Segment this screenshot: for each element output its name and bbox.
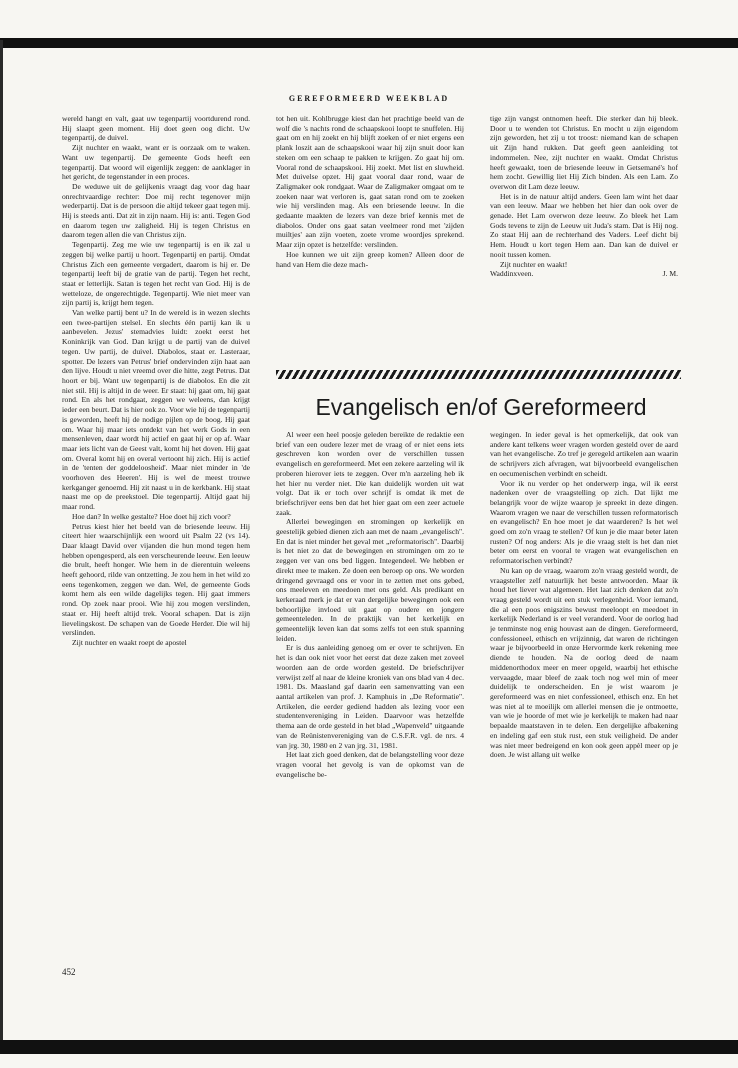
column-2 (276, 114, 464, 362)
article-title: Evangelisch en/of Gereformeerd (315, 394, 647, 420)
paragraph: Zijt nuchter en waakt roept de apostel (72, 637, 187, 647)
page-scan-edge-left (0, 40, 3, 1050)
paragraph: tige zijn vangst ontnomen heeft. Die sterker dan hij bleek. Door u te wenden tot Christus. En mocht u zijn eigendom zijn geworden, het zij u tot troost: niemand kan de schapen uit Zijn hand rukken. Dat geeft geen aanleiding tot indommelen. Nee, zijt nuchter en waakt. Omdat Christus heeft gewaakt, toen de briesende leeuw in Getsemané's hof hem zocht. Gewillig liet Hij Zich binden. Als een Lam. Zo overwon dit Lam deze leeuw. (490, 114, 678, 191)
paragraph: Zijt nuchter en waakt, want er is oorzaak om te waken. Want uw tegenpartij. De gemeente Gods heeft een tegenpartij. Dat woord wil eigenlijk zeggen: de aanklager in het gericht, de tegenstander in een proces. (62, 143, 250, 182)
page-number: 452 (62, 967, 76, 977)
running-header: GEREFORMEERD WEEKBLAD (288, 94, 450, 103)
paragraph: wegingen. In ieder geval is het opmerkelijk, dat ook van andere kant telkens weer vragen worden gesteld over de aard van het evangelische. Zo tref je geregeld artikelen aan waarin de schrijvers zich afvragen, wat bijvoorbeeld evangelischen en oecumenischen verbindt en scheidt. (490, 430, 678, 478)
signature-place: Waddinxveen. (490, 269, 534, 279)
paragraph: Petrus kiest hier het beeld van de briesende leeuw. Hij citeert hier waarschijnlijk een woord uit Psalm 22 (vs 14). Daar klaagt David over vijanden die hun mond tegen hem hebben opengesperd, als een verscheurende leeuw. Een leeuw die brult, heeft honger. Wie hem in de dierentuin weleens heeft gehoord, rilde van ontzetting. Je zou hem in het wild zo eens tegenkomen, zeggen we dan. Wel, de gemeente Gods komt hem als een wilde dagelijks tegen. Hij gaat immers rond. Op zoek naar prooi. Wie hij zou mogen verslinden, staat er. Hij heeft altijd trek. Vooral schapen. Dat is zijn lievelingskost. De schapen van de Goede Herder. Die wil hij verslinden. (62, 521, 250, 638)
column-5 (490, 430, 678, 960)
column-4 (276, 430, 464, 960)
author-initials: J. M. (662, 269, 678, 279)
column-1 (62, 114, 250, 960)
paragraph: Al weer een heel poosje geleden bereikte de redaktie een brief van een oudere lezer met de vraag of er niet eens iets geschreven kon worden over de verschillen tussen evangelisch en gereformeerd. Met een zekere aarzeling wil ik proberen hierover iets te zeggen. Over m'n aarzeling heb ik het hier nu verder niet. Die kan duidelijk worden uit wat volgt. Dat ik er toch over schrijf is omdat ik met de briefschrijver eens ben dat het hier gaat om een zeer actuele zaak. (276, 430, 464, 517)
paragraph: Van welke partij bent u? In de wereld is in wezen slechts een twee-partijen stelsel. En slechts één partij kan ik u aanbevelen. Jezus' stemadvies luidt: zoekt eerst het Koninkrijk van God. Dan krijgt u de partij van de duivel tegen. Uw partij, de duivel. Diabolos, staat er. Lasteraar, spotter. De lezers van Petrus' brief ondervinden zijn haat aan den lijve. Houdt u niet vreemd over die hitte, zegt Petrus. Dat hoort er bij. Want uw tegenpartij is de diabolos. En die zit niet stil. Hij is altijd in de weer. Er staat: hij gaat om, hij gaat rond. En als het rondgaat, zeggen we weleens, dan krijgt ieder een beurt. Dat is hier ook zo. Voor wie hij de tegenpartij is geworden, heeft hij de nodige pijlen op de boog. Hij gaat om. Waar hij maar iets ontdekt van het werk Gods in een mensenleven, daar wordt hij actief en gaat hij er op af. Waar maar iets licht van de Geest valt, komt hij het doven. Hij gaat om. Overal komt hij en overal vertoont hij zich. Hij is actief in de 'tenten der goddeloosheid'. Maar niet minder in 'de voorhoven des Heeren'. Hij is wel de meest trouwe kerkganger genoemd. Hij zit naast u in de kerkbank. Hij staat naast me op de preekstoel. Die tegenpartij. Altijd gaat hij maar rond. (62, 308, 250, 512)
signature-line (490, 269, 678, 279)
paragraph: wereld hangt en valt, gaat uw tegenpartij voortdurend rond. Hij slaapt geen moment. Hij doet geen oog dicht. Uw tegenpartij, de duivel. (62, 114, 250, 143)
page-scan-edge-bottom (0, 1040, 738, 1054)
column-3 (490, 114, 678, 362)
paragraph: Voor ik nu verder op het onderwerp inga, wil ik eerst nadenken over de vraagstelling op zich. Dat lijkt me belangrijk voor de wijze waarop je spreekt in deze dingen. Waarom vragen we naar de verschillen tussen reformatorisch en evangelisch? En hoe moet je dat waarderen? Is het wel goed om zo'n vraag te stellen? Of kun je die maar beter laten rusten? Of nog anders: Als je die vraag stelt is het dan niet beter om eerst en vooral te vragen wat evangelischen en reformatorischen verbindt? (490, 478, 678, 566)
paragraph: Tegenpartij. Zeg me wie uw tegenpartij is en ik zal u zeggen bij welke partij u hoort. Tegenpartij en partij. Omdat Christus Zich een gemeente vergadert, daarom is hij er. De tegenpartij leeft bij de gratie van de partij. Tegen het recht, staat er letterlijk. Satan is tegen het recht van God. Hij is de wetteloze, de ongerechtigde. Tegenpartij. Wie niet meer van zijn partij is, krijgt hem tegen. (62, 240, 250, 308)
paragraph: Hoe kunnen we uit zijn greep komen? Alleen door de hand van Hem die deze mach- (276, 249, 464, 269)
section-divider (276, 370, 681, 379)
paragraph: De weduwe uit de gelijkenis vraagt dag voor dag haar onrechtvaardige rechter: Doe mij recht tegenover mijn wederpartij. Dat is de persoon die altijd tekeer gaat tegen mij. Hij is steeds anti. Dat zit in zijn naam. Hij is: anti. Tegen God en daarom tegen uw zaligheid. Hij is tegen Christus en daarom tegen allen die van Christus zijn. (62, 181, 250, 240)
paragraph: Het is in de natuur altijd anders. Geen lam wint het daar van een leeuw. Maar we hebben het hier dan ook over de genade. Het Lam overwon deze leeuw. Zo bleek het Lam Gods tevens te zijn de Leeuw uit Juda's stam. Dat is Hij nog. Zo staat Hij aan de rechterhand des Vaders. Leef dicht bij Hem. Houdt u kort tegen Hem aan. Dan kan de duivel er nooit tussen komen. (490, 191, 678, 259)
paragraph: Allerlei bewegingen en stromingen op kerkelijk en geestelijk gebied dienen zich aan met de naam „evangelisch". En dat is niet minder het geval met „reformatorisch". Daarbij is het niet zo dat de bewegingen en stromingen om zo te zeggen ver van ons bed liggen. Integendeel. We hebben er direkt mee te maken. Ze doen een beroep op ons. We worden dringend gevraagd ons er voor in te zetten met ons gebed, ons meeleven en meedoen met ons geld. Als predikant en kerkeraad merk je dat er van dergelijke bewegingen ook een behoorlijke invloed uit gaat op oudere en jongere gemeenteleden. In de praktijk van het kerkelijk en gemeentelijk leven kan dat soms zelfs tot een stuk spanning leiden. (276, 517, 464, 643)
page-scan-edge-top (0, 38, 738, 48)
paragraph: tot hen uit. Kohlbrugge kiest dan het prachtige beeld van de wolf die 's nachts rond de schaapskooi loopt te snuffelen. Hij gaat om en hij zoekt en hij blijft zoeken of er niet ergens een plank loszit aan de schaapskooi waar hij zijn snuit door kan steken om een schaap te pakken te krijgen. Zo gaat hij om. Vooral rond de schaapskooi. Hij zoekt. Met list en sluwheid. Met duivelse opzet. Hij gaat vooral daar rond, waar de Zaligmaker ook rondgaat. Waar de Zaligmaker omgaat om te zoeken naar wat verloren is, gaat satan rond om te zoeken wie hij verslinden mag. Als een briesende leeuw. In die gedaante maakten de lezers van deze brief kennis met de diabolos. Onder ons gaat satan veelmeer rond met 'zijden muiltjes' aan zijn voeten, zoete vrome woordjes sprekend. Maar zijn opzet is hetzelfde: verslinden. (276, 114, 464, 250)
paragraph: Zijt nuchter en waakt! (500, 259, 568, 269)
paragraph: Nu kan op de vraag, waarom zo'n vraag gesteld wordt, de vraagsteller zelf natuurlijk het beste antwoorden. Maar ik houd het liever wat algemeen. Het laat zich denken dat zo'n vraag gesteld wordt uit een stuk verlegenheid. Voor iemand, die al een poos enigszins bewust meeloopt en meedoet in kerkelijk Nederland is er veel veranderd. Voor de oorlog had je tenminste nog enig houvast aan de dingen. Gereformeerd, confessioneel, ethisch en vrijzinnig, dat waren de richtingen waar je bijvoorbeeld in onze Hervormde kerk rekening mee diende te houden. Na de oorlog deed de naam middenorthodox meer en meer opgeld, waarbij het ethische vervaagde, maar bleef de zaak toch nog wel min of meer duidelijk te onderscheiden. En je wist waarom je gereformeerd was en niet confessioneel, ethisch enz. En het was niet al te moeilijk om allerlei mensen die je ontmoette, van wie je hoorde of met wie je kerkelijk te maken had naar bepaalde maatstaven in te delen. Een dergelijke afbakening en indeling gaf een stuk rust, een stuk veiligheid. De ander was niet meer bedreigend en kon ook geen appèl meer op je doen. Je wist allang uit welke (490, 565, 678, 760)
paragraph: Het laat zich goed denken, dat de belangstelling voor deze vragen vooral het gevolg is van de opkomst van de evangelische be- (276, 750, 464, 779)
paragraph: Er is dus aanleiding genoeg om er over te schrijven. En het is dan ook niet voor het eerst dat deze zaken met zoveel woorden aan de orde worden gesteld. De briefschrijver verwijst zelf al naar de kleine kroniek van ons blad van 4 dec. 1981. Ds. Maasland gaf daarin een samenvatting van een aantal artikelen van prof. J. Kamphuis in „De Reformatie". Artikelen, die eerder gediend hadden als lezing voor een studentenvereniging in Leiden. Daarvoor was hetzelfde thema aan de orde gesteld in het blad „Wapenveld" uitgaande van de Reünistenvereniging van de C.S.F.R. vgl. de nrs. 4 van jrg. 30, 1980 en 2 van jrg. 31, 1981. (276, 643, 464, 750)
paragraph: Hoe dan? In welke gestalte? Hoe doet hij zich voor? (72, 511, 231, 521)
